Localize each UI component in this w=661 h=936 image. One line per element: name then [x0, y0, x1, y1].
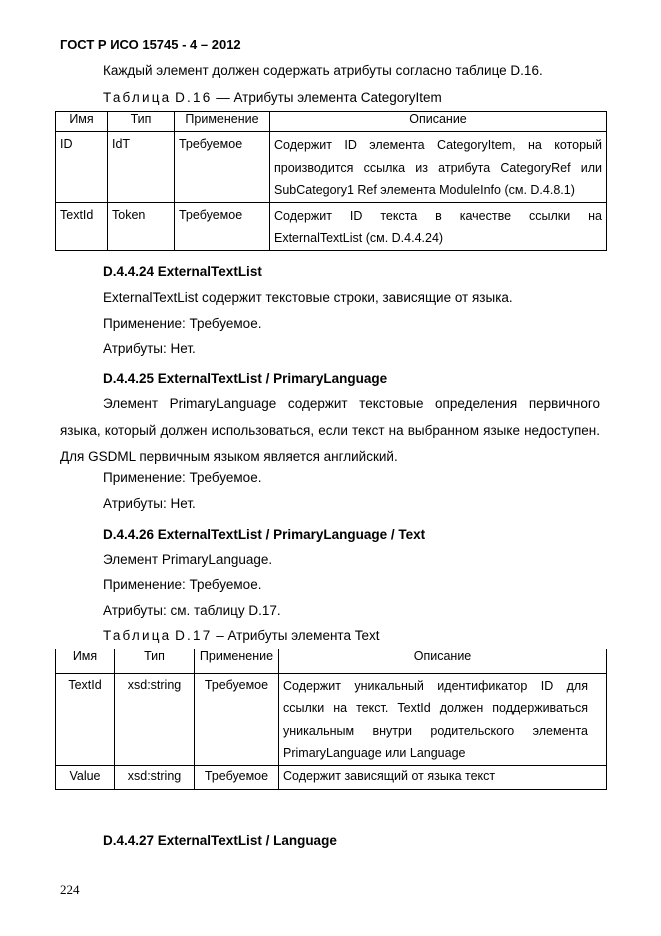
col-header-type: Тип — [108, 112, 175, 132]
cell-type: xsd:string — [115, 673, 195, 765]
caption-number: D.17 — [175, 628, 213, 643]
caption-number: D.16 — [175, 90, 213, 105]
table-header-row — [56, 649, 607, 673]
section-heading-d4425: D.4.4.25 ExternalTextList / PrimaryLanguage — [103, 371, 388, 386]
cell-usage: Требуемое — [175, 202, 270, 250]
col-header-usage: Применение — [175, 112, 270, 132]
cell-usage: Требуемое — [195, 673, 279, 765]
page-number: 224 — [60, 882, 80, 897]
cell-name: TextId — [56, 202, 108, 250]
caption-title: – Атрибуты элемента Text — [212, 628, 380, 643]
table-header-row — [56, 112, 607, 132]
table-d16 — [55, 111, 607, 251]
section-d4426-attributes: Атрибуты: см. таблицу D.17. — [103, 603, 281, 618]
section-d4425-usage: Применение: Требуемое. — [103, 470, 262, 485]
col-header-type: Тип — [115, 649, 195, 673]
cell-name: Value — [56, 765, 115, 789]
cell-type: Token — [108, 202, 175, 250]
section-d4424-attributes: Атрибуты: Нет. — [103, 341, 196, 356]
table-d17 — [55, 649, 607, 790]
intro-paragraph: Каждый элемент должен содержать атрибуты согласно таблице D.16. — [103, 63, 543, 78]
table-row — [56, 765, 607, 789]
col-header-description: Описание — [270, 112, 607, 132]
caption-label: Таблица — [103, 90, 172, 105]
section-d4425-body: Элемент PrimaryLanguage содержит текстовые определения первичного языка, который должен использоваться, если текст на выбранном языке недоступен. Для GSDML первичным языком является английский. — [60, 396, 600, 464]
table-d17-caption — [103, 628, 379, 643]
col-header-name: Имя — [56, 112, 108, 132]
caption-title: — Атрибуты элемента CategoryItem — [212, 90, 442, 105]
cell-usage: Требуемое — [175, 132, 270, 203]
document-header: ГОСТ Р ИСО 15745 - 4 – 2012 — [60, 37, 241, 52]
table-d16-caption — [103, 90, 442, 105]
section-d4424-text: ExternalTextList содержит текстовые строки, зависящие от языка. — [103, 290, 513, 305]
section-heading-d4426: D.4.4.26 ExternalTextList / PrimaryLanguage / Text — [103, 527, 426, 542]
section-d4425-text — [60, 391, 600, 471]
table-row — [56, 673, 607, 765]
cell-name: ID — [56, 132, 108, 203]
section-d4426-text: Элемент PrimaryLanguage. — [103, 552, 273, 567]
cell-name: TextId — [56, 673, 115, 765]
col-header-usage: Применение — [195, 649, 279, 673]
section-heading-d4427: D.4.4.27 ExternalTextList / Language — [103, 833, 337, 848]
cell-description: Содержит ID элемента CategoryItem, на который производится ссылка из атрибута CategoryRef или SubCategory1 Ref элемента ModuleInfo (см. D.4.8.1) — [270, 132, 607, 203]
section-d4426-usage: Применение: Требуемое. — [103, 577, 262, 592]
section-d4425-attributes: Атрибуты: Нет. — [103, 496, 196, 511]
section-d4424-usage: Применение: Требуемое. — [103, 316, 262, 331]
caption-label: Таблица — [103, 628, 172, 643]
cell-type: IdT — [108, 132, 175, 203]
table-row — [56, 202, 607, 250]
col-header-name: Имя — [56, 649, 115, 673]
col-header-description: Описание — [279, 649, 607, 673]
cell-type: xsd:string — [115, 765, 195, 789]
cell-usage: Требуемое — [195, 765, 279, 789]
cell-description: Содержит ID текста в качестве ссылки на ExternalTextList (см. D.4.4.24) — [270, 202, 607, 250]
cell-description: Содержит уникальный идентификатор ID для ссылки на текст. TextId должен поддерживаться уникальным внутри родительского элемента PrimaryLanguage или Language — [279, 673, 607, 765]
section-heading-d4424: D.4.4.24 ExternalTextList — [103, 264, 262, 279]
cell-description: Содержит зависящий от языка текст — [279, 765, 607, 789]
table-row — [56, 132, 607, 203]
